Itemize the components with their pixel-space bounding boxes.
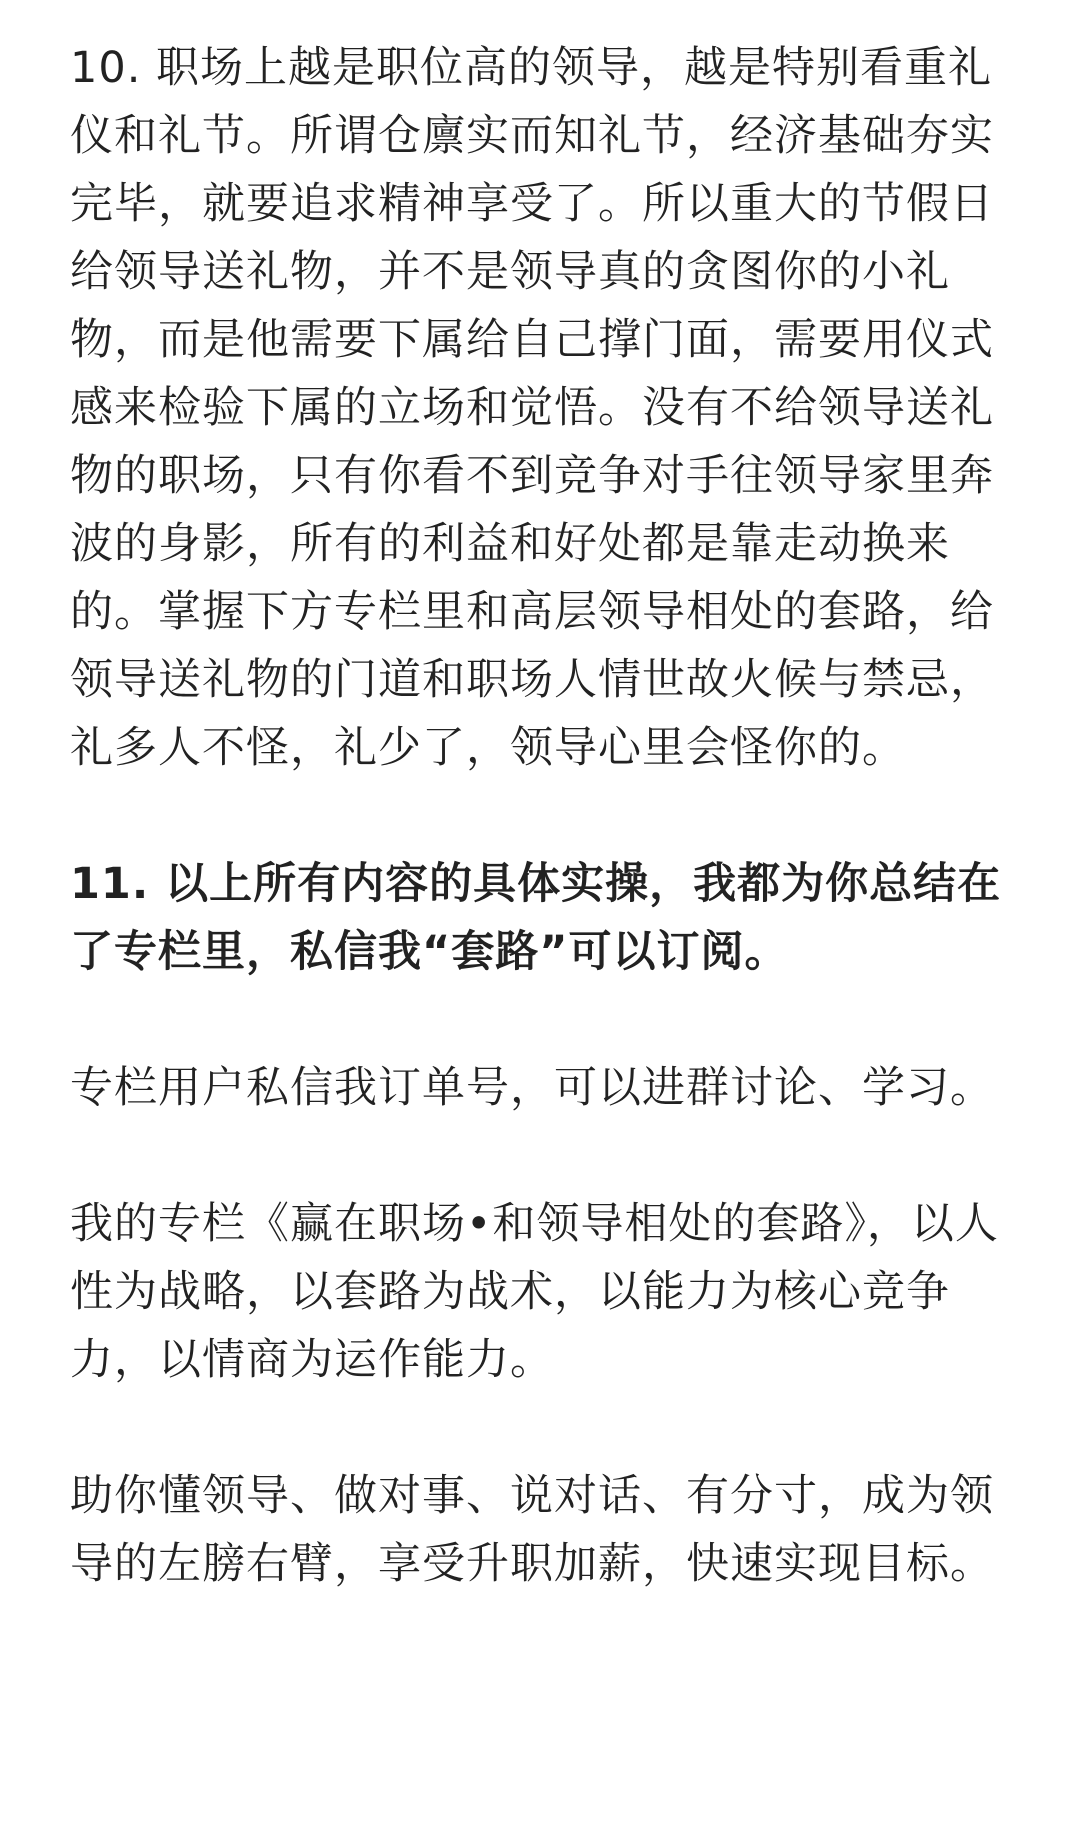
paragraph-11: 11. 以上所有内容的具体实操，我都为你总结在了专栏里，私信我“套路”可以订阅。	[70, 859, 1002, 977]
paragraph-help: 助你懂领导、做对事、说对话、有分寸，成为领导的左膀右臂，享受升职加薪，快速实现目标。	[70, 1471, 994, 1589]
paragraph-10: 10. 职场上越是职位高的领导，越是特别看重礼仪和礼节。所谓仓廪实而知礼节，经济基础夯实完毕，就要追求精神享受了。所以重大的节假日给领导送礼物，并不是领导真的贪图你的小礼物，而是他需要下属给自己撑门面，需要用仪式感来检验下属的立场和觉悟。没有不给领导送礼物的职场，只有你看不到竞争对手往领导家里奔波的身影，所有的利益和好处都是靠走动换来的。掌握下方专栏里和高层领导相处的套路，给领导送礼物的门道和职场人情世故火候与禁忌，礼多人不怪，礼少了，领导心里会怪你的。	[70, 43, 994, 773]
paragraph-column: 我的专栏《赢在职场•和领导相处的套路》，以人性为战略，以套路为战术，以能力为核心竞争力，以情商为运作能力。	[70, 1199, 999, 1385]
paragraph-group: 专栏用户私信我订单号，可以进群讨论、学习。	[70, 1063, 994, 1113]
